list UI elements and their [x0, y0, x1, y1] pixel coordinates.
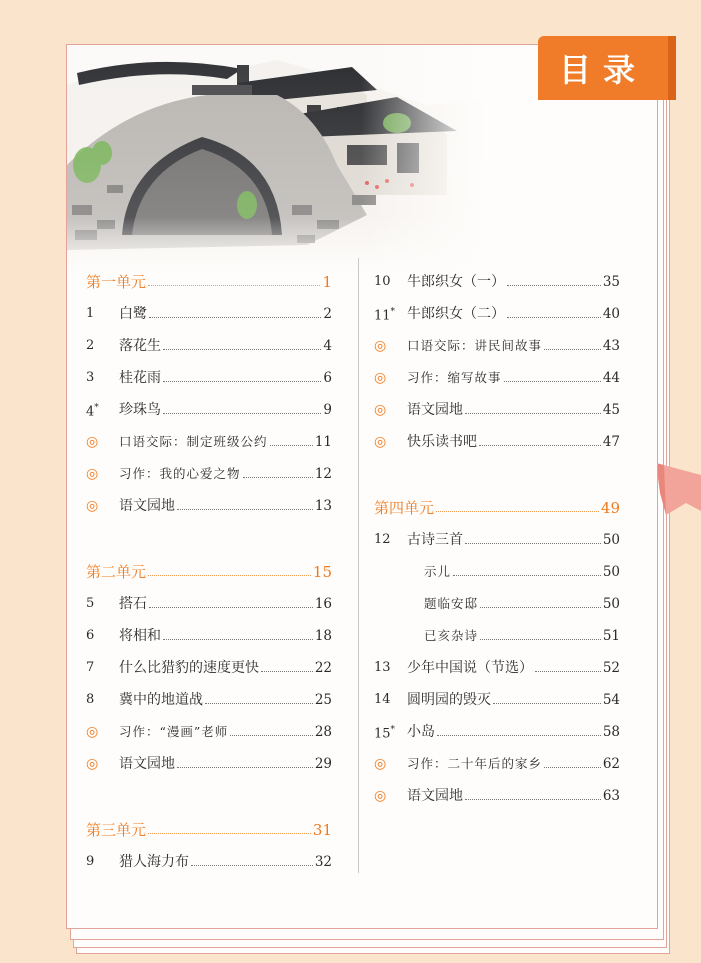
double-circle-icon: ◎ — [374, 370, 387, 386]
activity-entry — [86, 716, 332, 748]
lesson-entry — [86, 684, 332, 716]
dot-leader — [437, 735, 601, 736]
page-number: 50 — [602, 532, 620, 548]
lesson-entry — [374, 298, 620, 330]
entry-title: 牛郎织女（一） — [407, 274, 505, 290]
page-number: 54 — [602, 692, 620, 708]
activity-entry — [374, 330, 620, 362]
lesson-number: 1 — [86, 306, 95, 321]
toc-left-column — [86, 266, 332, 878]
entry-title: 题临安邸 — [424, 596, 479, 611]
lesson-number: 7 — [86, 660, 95, 675]
page-number: 47 — [602, 434, 620, 450]
page-number: 35 — [602, 274, 620, 290]
dot-leader — [163, 413, 321, 414]
dot-leader — [230, 735, 313, 736]
entry-title: 落花生 — [119, 338, 161, 354]
lesson-number: 11* — [374, 306, 396, 324]
page-number: 40 — [602, 306, 620, 322]
page-number: 31 — [312, 821, 332, 839]
double-circle-icon: ◎ — [374, 788, 387, 804]
page-number: 52 — [602, 660, 620, 676]
lesson-number: 12 — [374, 532, 391, 547]
page-number: 58 — [602, 724, 620, 740]
activity-entry — [374, 748, 620, 780]
dot-leader — [148, 285, 320, 286]
activity-entry — [374, 426, 620, 458]
dot-leader — [177, 767, 313, 768]
double-circle-icon: ◎ — [86, 466, 99, 482]
lesson-number: 2 — [86, 338, 95, 353]
unit-heading — [86, 814, 332, 846]
dot-leader — [163, 381, 321, 382]
page-number: 6 — [323, 370, 332, 386]
dot-leader — [479, 445, 601, 446]
dot-leader — [507, 285, 601, 286]
dot-leader — [261, 671, 313, 672]
entry-title: 第二单元 — [86, 563, 147, 581]
double-circle-icon: ◎ — [374, 338, 387, 354]
lesson-entry — [86, 588, 332, 620]
unit-heading — [86, 266, 332, 298]
page-number: 16 — [314, 596, 332, 612]
activity-entry — [374, 394, 620, 426]
dot-leader — [465, 543, 601, 544]
entry-title: 圆明园的毁灭 — [407, 692, 491, 708]
page-number: 49 — [600, 499, 620, 517]
entry-title: 珍珠鸟 — [119, 402, 161, 418]
entry-title: 桂花雨 — [119, 370, 161, 386]
dot-leader — [243, 477, 313, 478]
entry-title: 语文园地 — [407, 788, 463, 804]
lesson-number: 9 — [86, 854, 95, 869]
dot-leader — [270, 445, 313, 446]
lesson-entry — [86, 846, 332, 878]
column-divider — [358, 258, 359, 873]
toc-right-column — [374, 266, 620, 812]
entry-title: 口语交际：制定班级公约 — [119, 434, 268, 449]
entry-title: 语文园地 — [119, 756, 175, 772]
dot-leader — [544, 767, 601, 768]
page-number: 12 — [314, 466, 332, 482]
entry-title: 快乐读书吧 — [407, 434, 477, 450]
page-number: 50 — [602, 564, 620, 580]
lesson-entry — [374, 266, 620, 298]
activity-entry — [86, 490, 332, 522]
poem-entry — [374, 588, 620, 620]
dot-leader — [504, 381, 601, 382]
dot-leader — [453, 575, 601, 576]
activity-entry — [86, 748, 332, 780]
page-number: 2 — [323, 306, 332, 322]
village-bridge-illustration — [67, 45, 487, 275]
entry-title: 习作：二十年后的家乡 — [407, 756, 543, 771]
unit-heading — [374, 492, 620, 524]
bookmark-ribbon — [656, 463, 701, 518]
dot-leader — [465, 413, 601, 414]
dot-leader — [544, 349, 601, 350]
entry-title: 猎人海力布 — [119, 854, 189, 870]
entry-title: 小岛 — [407, 724, 435, 740]
page-number: 62 — [602, 756, 620, 772]
entry-title: 第一单元 — [86, 273, 147, 291]
toc-title: 目录 — [538, 36, 668, 100]
lesson-number: 4* — [86, 402, 99, 420]
dot-leader — [163, 639, 313, 640]
lesson-number: 14 — [374, 692, 391, 707]
dot-leader — [177, 509, 313, 510]
page-number: 45 — [602, 402, 620, 418]
page-number: 44 — [602, 370, 620, 386]
page-number: 9 — [323, 402, 332, 418]
lesson-entry — [374, 524, 620, 556]
double-circle-icon: ◎ — [374, 434, 387, 450]
double-circle-icon: ◎ — [374, 402, 387, 418]
page-number: 51 — [602, 628, 620, 644]
page-number: 28 — [314, 724, 332, 740]
lesson-number: 8 — [86, 692, 95, 707]
entry-title: 牛郎织女（二） — [407, 306, 505, 322]
dot-leader — [149, 607, 313, 608]
entry-title: 将相和 — [119, 628, 161, 644]
entry-title: 古诗三首 — [407, 532, 463, 548]
page-number: 11 — [314, 434, 332, 450]
entry-title: 搭石 — [119, 596, 147, 612]
lesson-entry — [86, 298, 332, 330]
double-circle-icon: ◎ — [86, 756, 99, 772]
activity-entry — [374, 362, 620, 394]
page-number: 63 — [602, 788, 620, 804]
lesson-number: 5 — [86, 596, 95, 611]
dot-leader — [465, 799, 601, 800]
dot-leader — [205, 703, 313, 704]
entry-title: 语文园地 — [407, 402, 463, 418]
page-number: 50 — [602, 596, 620, 612]
page-number: 22 — [314, 660, 332, 676]
optional-star-icon: * — [390, 724, 396, 735]
optional-star-icon: * — [390, 306, 396, 317]
unit-heading — [86, 556, 332, 588]
double-circle-icon: ◎ — [374, 756, 387, 772]
dot-leader — [148, 833, 311, 834]
entry-title: 少年中国说（节选） — [407, 660, 533, 676]
page-number: 13 — [314, 498, 332, 514]
entry-title: 已亥杂诗 — [424, 628, 479, 643]
dot-leader — [535, 671, 601, 672]
dot-leader — [191, 865, 313, 866]
entry-title: 第三单元 — [86, 821, 147, 839]
entry-title: 冀中的地道战 — [119, 692, 203, 708]
double-circle-icon: ◎ — [86, 724, 99, 740]
lesson-entry — [86, 362, 332, 394]
lesson-number: 15* — [374, 724, 396, 742]
entry-title: 习作：“漫画”老师 — [119, 724, 229, 739]
double-circle-icon: ◎ — [86, 434, 99, 450]
page-number: 25 — [314, 692, 332, 708]
page-number: 32 — [314, 854, 332, 870]
lesson-number: 3 — [86, 370, 95, 385]
activity-entry — [86, 458, 332, 490]
lesson-number: 6 — [86, 628, 95, 643]
dot-leader — [149, 317, 321, 318]
poem-entry — [374, 620, 620, 652]
activity-entry — [374, 780, 620, 812]
page-number: 15 — [312, 563, 332, 581]
page-number: 4 — [323, 338, 332, 354]
dot-leader — [493, 703, 601, 704]
entry-title: 语文园地 — [119, 498, 175, 514]
lesson-entry — [374, 716, 620, 748]
dot-leader — [163, 349, 321, 350]
lesson-entry — [86, 394, 332, 426]
lesson-entry — [374, 652, 620, 684]
activity-entry — [86, 426, 332, 458]
dot-leader — [480, 639, 601, 640]
lesson-number: 10 — [374, 274, 391, 289]
double-circle-icon: ◎ — [86, 498, 99, 514]
page-number: 1 — [322, 273, 332, 291]
lesson-entry — [86, 652, 332, 684]
section-gap — [86, 522, 332, 556]
page-number: 29 — [314, 756, 332, 772]
section-gap — [374, 458, 620, 492]
dot-leader — [148, 575, 311, 576]
page-number: 43 — [602, 338, 620, 354]
lesson-entry — [86, 330, 332, 362]
optional-star-icon: * — [94, 402, 99, 413]
entry-title: 口语交际：讲民间故事 — [407, 338, 543, 353]
dot-leader — [480, 607, 601, 608]
lesson-number: 13 — [374, 660, 391, 675]
section-gap — [86, 780, 332, 814]
dot-leader — [507, 317, 601, 318]
page-number: 18 — [314, 628, 332, 644]
entry-title: 第四单元 — [374, 499, 435, 517]
lesson-entry — [86, 620, 332, 652]
poem-entry — [374, 556, 620, 588]
entry-title: 习作：缩写故事 — [407, 370, 502, 385]
entry-title: 什么比猎豹的速度更快 — [119, 660, 259, 676]
lesson-entry — [374, 684, 620, 716]
entry-title: 白鹭 — [119, 306, 147, 322]
entry-title: 习作：我的心爱之物 — [119, 466, 241, 481]
entry-title: 示儿 — [424, 564, 452, 579]
dot-leader — [436, 511, 599, 512]
